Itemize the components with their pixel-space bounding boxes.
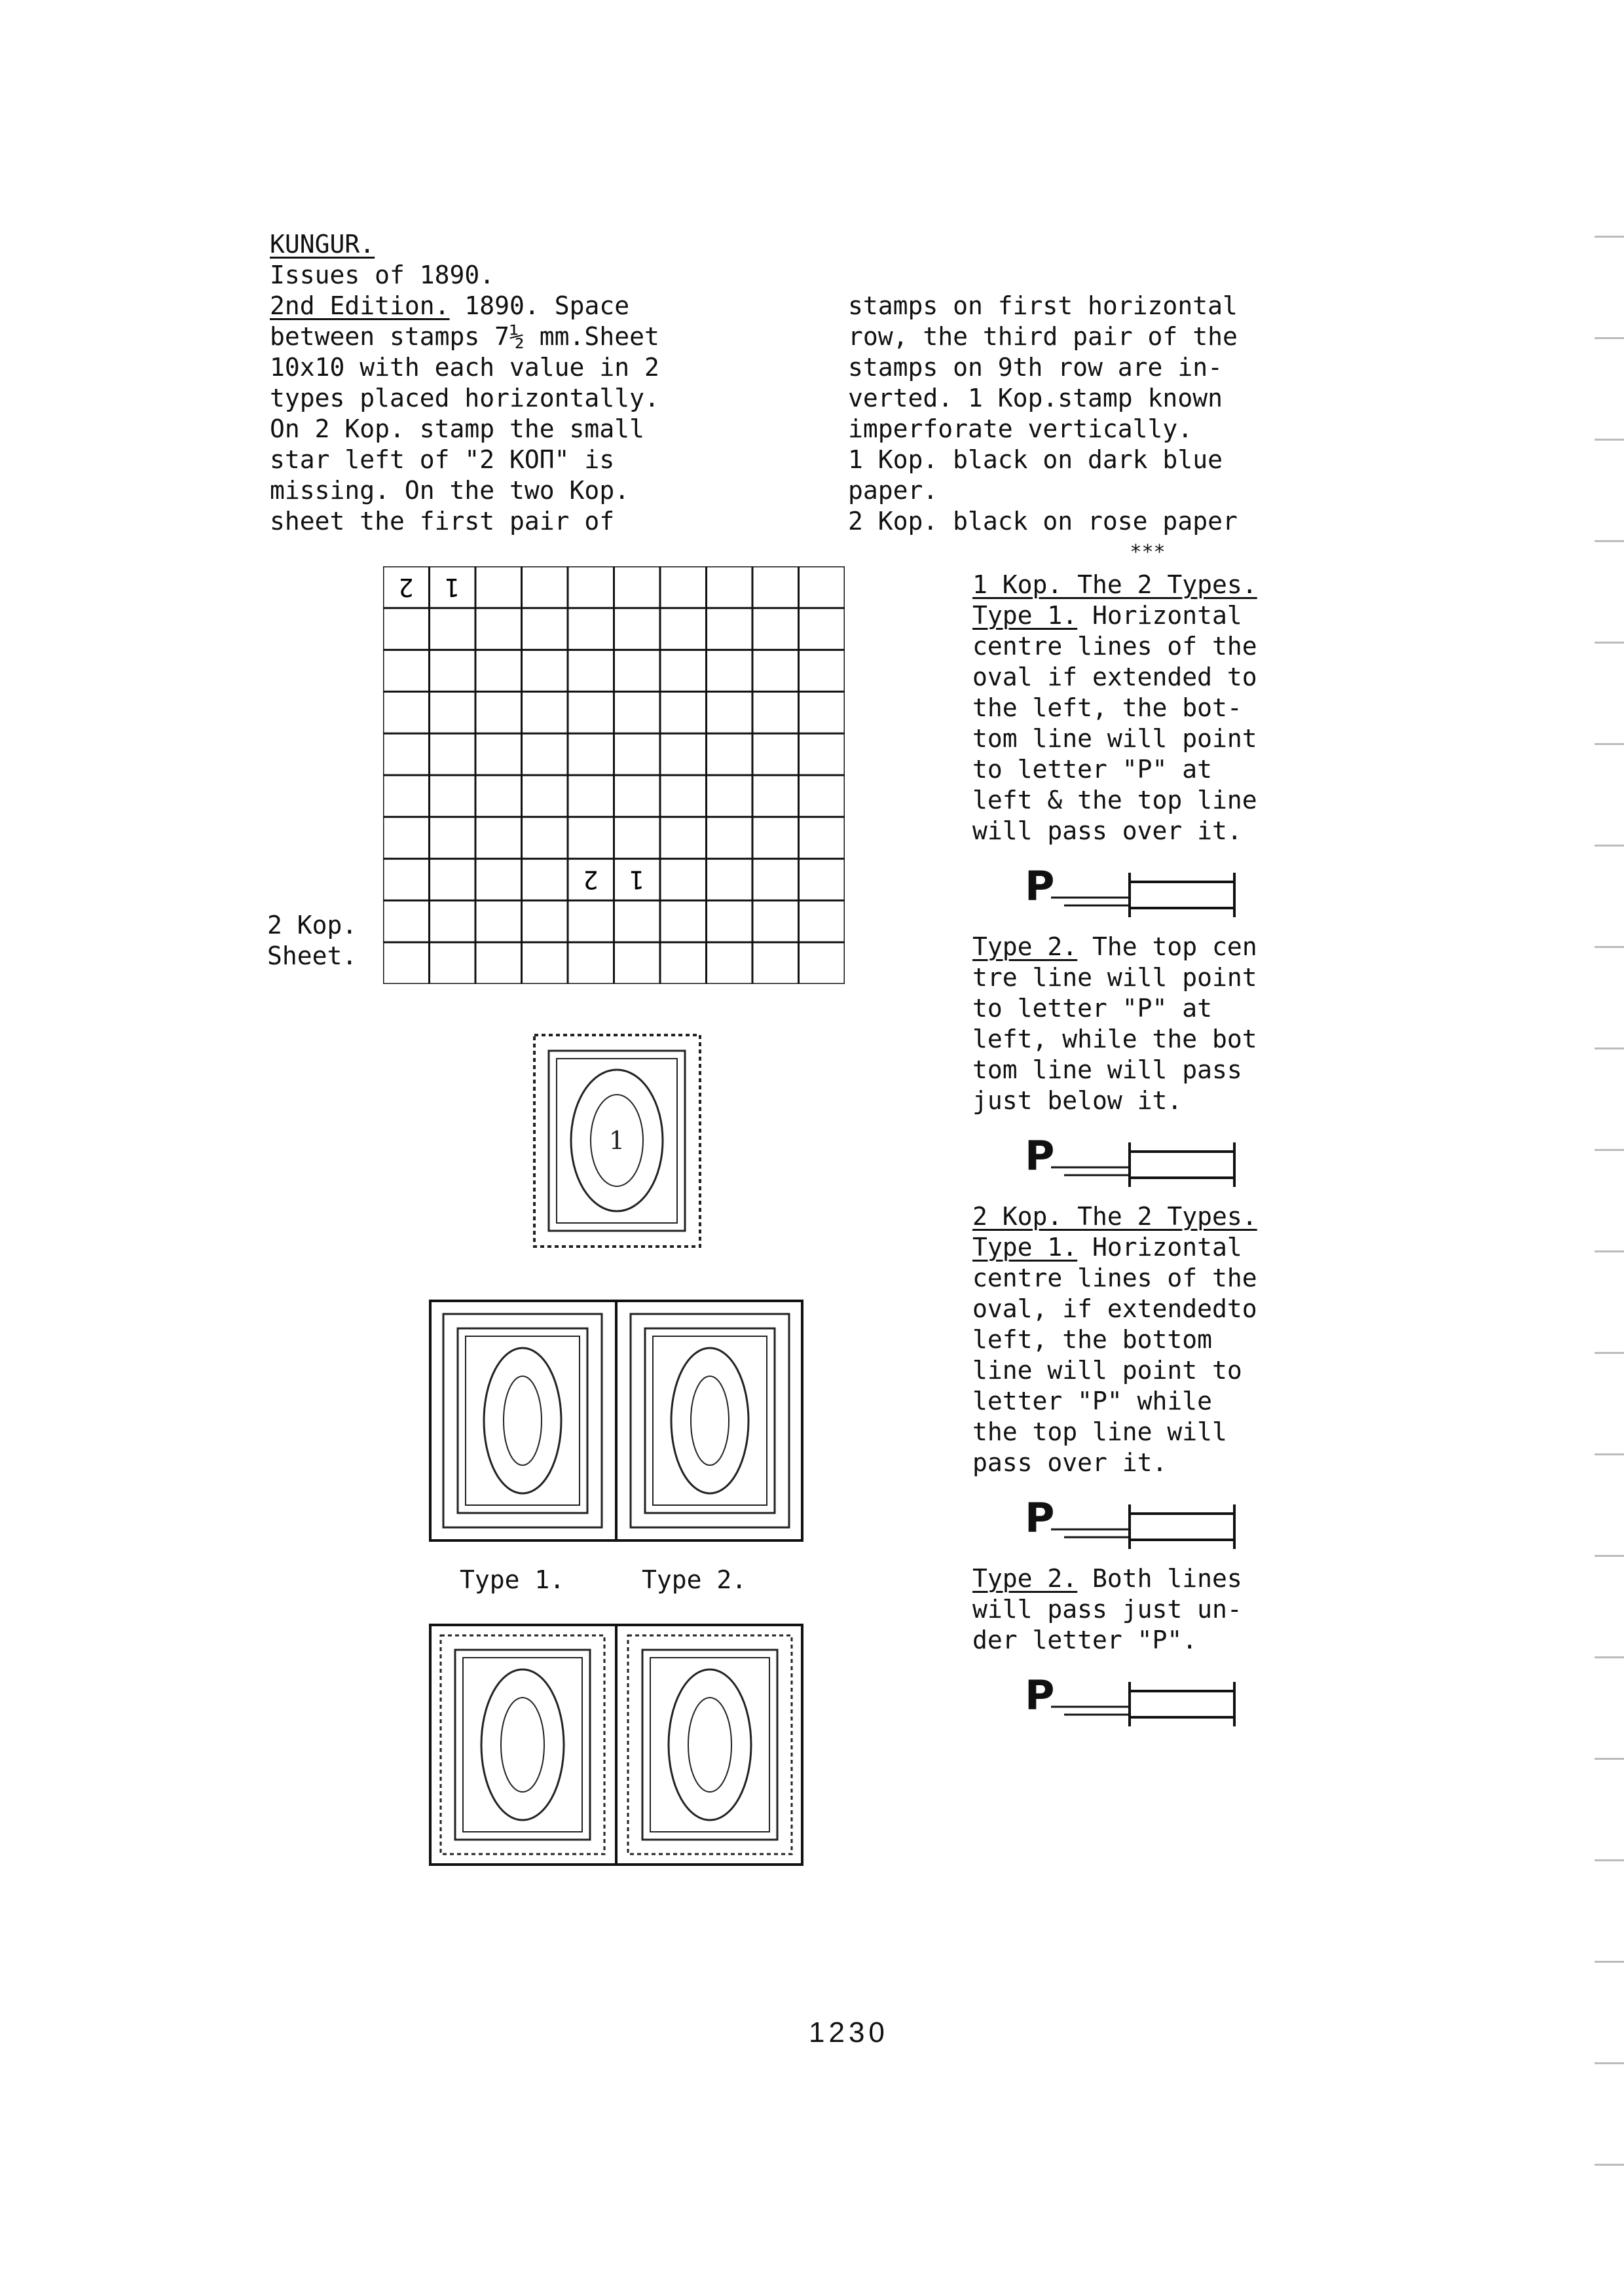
left-line-text: 1890. Space <box>449 291 630 320</box>
right-line: imperforate vertically. <box>848 414 1193 443</box>
kop1-type2-line: just below it. <box>972 1086 1183 1115</box>
kop2-type2-line: will pass just un- <box>972 1595 1242 1624</box>
kop2-types-heading: 2 Kop. The 2 Types. <box>972 1202 1257 1231</box>
margin-tick <box>1595 1250 1624 1252</box>
kop1-type2-line: tom line will pass <box>972 1055 1242 1084</box>
page-number: 1230 <box>809 2016 889 2049</box>
kop1-type2-line: left, while the bot <box>972 1025 1257 1053</box>
kop1-type1-label: Type 1. <box>972 601 1078 630</box>
kop2-type1-line: oval, if extendedto <box>972 1294 1257 1323</box>
section-title: KUNGUR. <box>270 230 375 259</box>
left-line <box>270 445 738 475</box>
margin-tick <box>1595 1453 1624 1455</box>
type-1-caption: Type 1. <box>460 1565 565 1594</box>
kop2-type2-line: der letter "P". <box>972 1626 1198 1654</box>
kop1-type2-diagram <box>1025 1129 1287 1188</box>
kop2-type1-diagram <box>1025 1491 1287 1550</box>
kop2-type1-line: the top line will <box>972 1417 1227 1446</box>
issues-heading: Issues of 1890. <box>270 261 495 289</box>
left-line <box>270 352 738 383</box>
margin-tick <box>1595 1758 1624 1760</box>
left-column <box>270 229 738 537</box>
left-line <box>270 475 738 506</box>
kop2-type1-line <box>972 1232 1316 1263</box>
kop2-type1-line: letter "P" while <box>972 1387 1213 1415</box>
left-line-text: between stamps 7½ mm.Sheet <box>270 322 659 351</box>
right-line: 1 Kop. black on dark blue <box>848 445 1223 474</box>
right-line: paper. <box>848 476 938 505</box>
left-line <box>270 506 738 537</box>
right-paragraph <box>848 291 1316 537</box>
left-line-text: 10x10 with each value in 2 <box>270 353 659 382</box>
edition-label: 2nd Edition. <box>270 291 450 320</box>
margin-tick <box>1595 540 1624 542</box>
kop1-type1-line: to letter "P" at <box>972 755 1213 784</box>
diagram-letter-p: P <box>1025 1494 1055 1542</box>
right-line: 2 Kop. black on rose paper <box>848 507 1238 536</box>
inverted-stamp-mark: 2 <box>398 572 414 602</box>
margin-tick <box>1595 1149 1624 1151</box>
kop1-type2-text: The top cen <box>1077 932 1257 961</box>
kop2-type2-text: Both lines <box>1077 1564 1242 1593</box>
stamp-pair-2kop <box>429 1624 803 1866</box>
kop2-type2-line <box>972 1563 1316 1594</box>
kop1-type1-line: tom line will point <box>972 724 1257 753</box>
margin-tick <box>1595 236 1624 238</box>
single-stamp-image <box>530 1031 704 1250</box>
left-line <box>270 321 738 352</box>
right-line: verted. 1 Kop.stamp known <box>848 384 1223 412</box>
kop1-type1-line: oval if extended to <box>972 663 1257 691</box>
kop2-type1-line: left, the bottom <box>972 1325 1213 1354</box>
type-2-caption: Type 2. <box>642 1565 747 1594</box>
inverted-stamp-mark: 1 <box>629 865 645 894</box>
kop1-type2-line: tre line will point <box>972 963 1257 992</box>
margin-tick <box>1595 1859 1624 1861</box>
grid-label-1: 2 Kop. <box>267 911 358 939</box>
margin-tick <box>1595 1048 1624 1049</box>
sheet-grid <box>383 566 845 984</box>
kop1-type1-line <box>972 600 1316 631</box>
diagram-letter-p: P <box>1025 1671 1055 1719</box>
margin-tick <box>1595 1352 1624 1354</box>
kop2-type1-line: centre lines of the <box>972 1264 1257 1292</box>
margin-tick <box>1595 439 1624 441</box>
right-column-types <box>972 570 1316 1741</box>
left-line-text: On 2 Kop. stamp the small <box>270 414 644 443</box>
kop2-type1-line: line will point to <box>972 1356 1242 1385</box>
right-line: stamps on 9th row are in- <box>848 353 1223 382</box>
stamp-image <box>441 1635 604 1854</box>
kop2-type1-line: pass over it. <box>972 1448 1168 1477</box>
margin-tick <box>1595 642 1624 644</box>
kop1-type1-diagram <box>1025 860 1287 919</box>
grid-label-2: Sheet. <box>267 941 358 970</box>
left-line <box>270 291 738 321</box>
stamp-image <box>631 1314 789 1527</box>
diagram-letter-p: P <box>1025 1132 1055 1180</box>
stamp-image <box>628 1635 792 1854</box>
kop2-type2-diagram <box>1025 1669 1287 1728</box>
inverted-stamp-mark: 1 <box>445 572 460 602</box>
left-line <box>270 383 738 414</box>
margin-tick <box>1595 2164 1624 2166</box>
margin-tick <box>1595 1555 1624 1557</box>
kop2-type1-label: Type 1. <box>972 1233 1078 1262</box>
kop1-type2-label: Type 2. <box>972 932 1078 961</box>
kop1-type2-line: to letter "P" at <box>972 994 1213 1023</box>
inverted-stamp-mark: 2 <box>583 865 599 894</box>
right-column-top <box>848 291 1316 568</box>
kop1-type1-line: the left, the bot- <box>972 693 1242 722</box>
left-line <box>270 414 738 445</box>
kop2-type2-label: Type 2. <box>972 1564 1078 1593</box>
stamp-pair-1kop <box>429 1300 803 1542</box>
left-line-text: star left of "2 КОП" is <box>270 445 615 474</box>
margin-tick <box>1595 1656 1624 1658</box>
stamp-image <box>443 1314 602 1527</box>
margin-tick <box>1595 743 1624 745</box>
left-line-text: types placed horizontally. <box>270 384 659 412</box>
kop1-types-heading: 1 Kop. The 2 Types. <box>972 570 1257 599</box>
kop1-type1-line: centre lines of the <box>972 632 1257 661</box>
kop1-type1-text: Horizontal <box>1077 601 1242 630</box>
left-line-text: missing. On the two Kop. <box>270 476 630 505</box>
left-paragraph <box>270 291 738 537</box>
right-line: stamps on first horizontal <box>848 291 1238 320</box>
kop1-type1-line: will pass over it. <box>972 816 1242 845</box>
kop1-type1-line: left & the top line <box>972 786 1257 814</box>
kop1-type2-line <box>972 932 1316 962</box>
separator-stars: *** <box>1130 541 1166 564</box>
left-line-text: sheet the first pair of <box>270 507 615 536</box>
right-line: row, the third pair of the <box>848 322 1238 351</box>
margin-tick <box>1595 946 1624 948</box>
kop2-type1-text: Horizontal <box>1077 1233 1242 1262</box>
stamp-center-numeral: 1 <box>608 1126 625 1155</box>
diagram-letter-p: P <box>1025 862 1055 910</box>
margin-tick <box>1595 337 1624 339</box>
margin-tick <box>1595 845 1624 847</box>
margin-tick <box>1595 1961 1624 1963</box>
margin-tick <box>1595 2062 1624 2064</box>
